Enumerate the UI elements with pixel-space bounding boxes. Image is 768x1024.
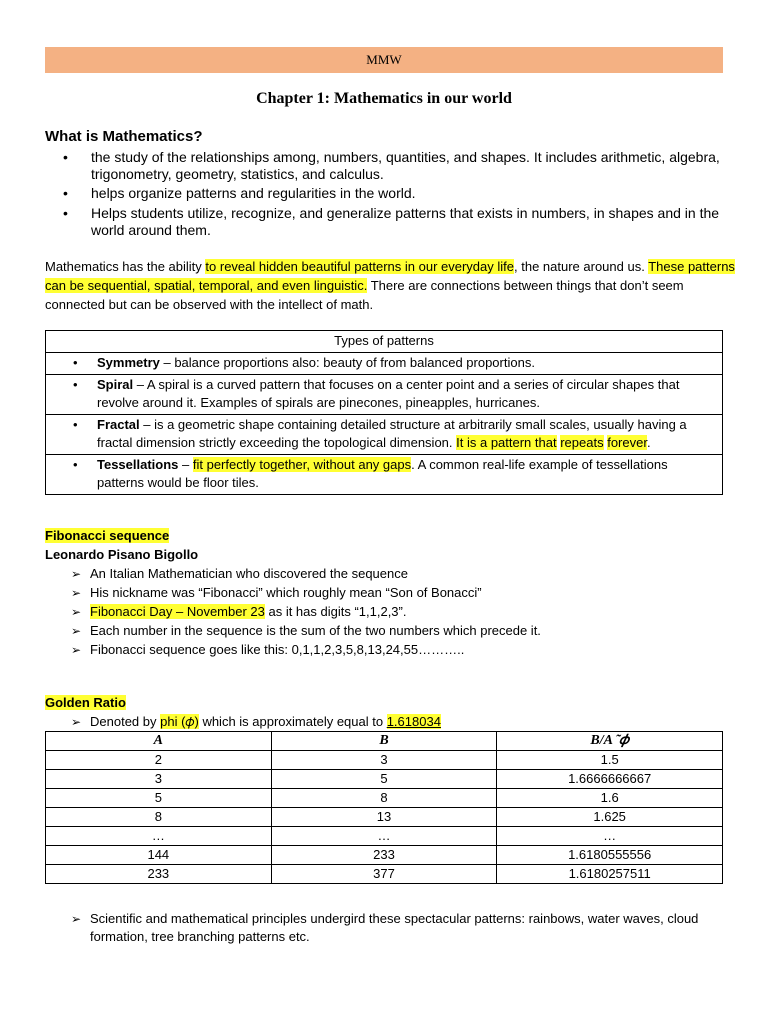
table-row: 233 377 1.6180257511: [46, 865, 723, 884]
table-row: 144 233 1.6180555556: [46, 846, 723, 865]
list-item: • helps organize patterns and regularities in the world.: [63, 185, 416, 201]
list-item: ➢ Scientific and mathematical principles undergird these spectacular patterns: rainbows, water waves, cloud formation, tree branching patterns etc.: [71, 911, 699, 944]
arrow-bullet-icon: ➢: [71, 624, 82, 638]
list-item: ➢ His nickname was “Fibonacci” which roughly mean “Son of Bonacci”: [71, 585, 482, 600]
table-row: 2 3 1.5: [46, 751, 723, 770]
column-header: A: [46, 732, 272, 751]
arrow-bullet-icon: ➢: [71, 605, 82, 619]
list-item: ➢ Each number in the sequence is the sum of the two numbers which precede it.: [71, 623, 541, 638]
arrow-bullet-icon: ➢: [71, 715, 82, 729]
list-item: ➢ Denoted by phi (𝜙) which is approximately equal to 1.618034: [71, 714, 441, 729]
table-row: • Tessellations – fit perfectly together, without any gaps. A common real-life example of tessellations patterns would be floor tiles.: [46, 455, 723, 495]
table-row: … … …: [46, 827, 723, 846]
table-row: • Symmetry – balance proportions also: beauty of from balanced proportions.: [46, 353, 723, 375]
fibonacci-person: Leonardo Pisano Bigollo: [45, 547, 199, 562]
table-row: 5 8 1.6: [46, 789, 723, 808]
bullet-dot-icon: •: [73, 457, 78, 472]
table-row: • Spiral – A spiral is a curved pattern that focuses on a center point and a series of circular shapes that revolve around it. Examples of spirals are pinecones, pineapples, hurricanes.: [46, 375, 723, 415]
list-item: ➢ Fibonacci sequence goes like this: 0,1,1,2,3,5,8,13,24,55………..: [71, 642, 465, 657]
bullet-dot-icon: •: [63, 185, 68, 201]
list-item: • the study of the relationships among, numbers, quantities, and shapes. It includes arithmetic, algebra, trigonometry, geometry, statistics, and calculus.: [63, 149, 720, 182]
golden-ratio-heading: Golden Ratio: [45, 695, 126, 710]
chapter-title: Chapter 1: Mathematics in our world: [256, 90, 512, 107]
bullet-dot-icon: •: [63, 205, 68, 221]
patterns-table: [45, 330, 723, 495]
arrow-bullet-icon: ➢: [71, 567, 82, 581]
list-item: • Helps students utilize, recognize, and generalize patterns that exists in numbers, in shapes and in the world around them.: [63, 205, 720, 238]
what-heading: What is Mathematics?: [45, 128, 203, 145]
bullet-dot-icon: •: [63, 149, 68, 165]
bullet-dot-icon: •: [73, 355, 78, 370]
list-item: ➢ An Italian Mathematician who discovered the sequence: [71, 566, 408, 581]
table-row: 3 5 1.6666666667: [46, 770, 723, 789]
column-header: B/A ̃ 𝜙: [497, 732, 723, 751]
fibonacci-heading: Fibonacci sequence: [45, 528, 170, 543]
arrow-bullet-icon: ➢: [71, 586, 82, 600]
intro-paragraph: Mathematics has the ability to reveal hidden beautiful patterns in our everyday life, the nature around us. These patterns can be sequential, spatial, temporal, and even linguistic. There are connections between things that don’t seem connected but can be observed with the intellect of math.: [45, 259, 735, 312]
bullet-dot-icon: •: [73, 417, 78, 432]
table-row: 8 13 1.625: [46, 808, 723, 827]
bullet-dot-icon: •: [73, 377, 78, 392]
golden-ratio-table: [45, 731, 723, 884]
column-header: B: [271, 732, 497, 751]
arrow-bullet-icon: ➢: [71, 643, 82, 657]
list-item: ➢ Fibonacci Day – November 23 as it has digits “1,1,2,3”.: [71, 604, 407, 619]
table-row: • Fractal – is a geometric shape containing detailed structure at arbitrarily small scales, usually having a fractal dimension strictly exceeding the topological dimension. It is a pattern that repeats forever.: [46, 415, 723, 455]
header-banner: MMW: [45, 47, 723, 73]
patterns-table-header: Types of patterns: [46, 331, 723, 353]
arrow-bullet-icon: ➢: [71, 912, 82, 926]
